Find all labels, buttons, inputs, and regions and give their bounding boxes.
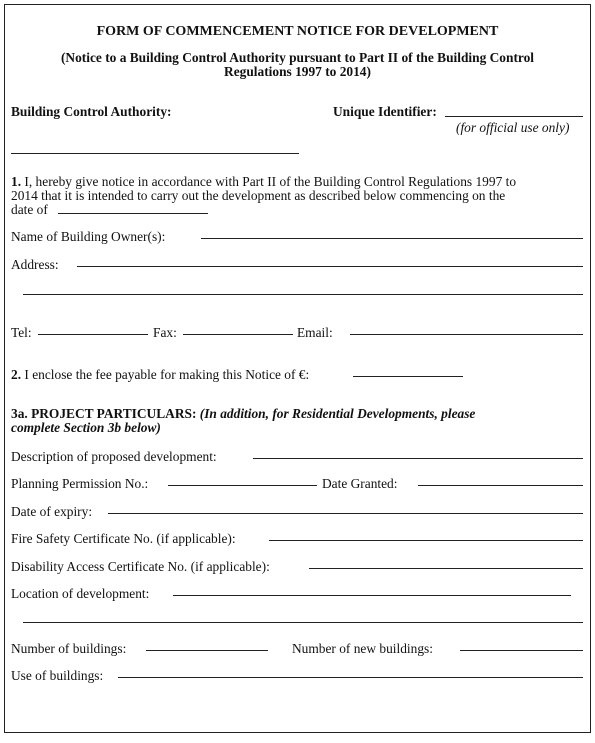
expiry-field[interactable] — [108, 513, 583, 514]
disability-field[interactable] — [309, 568, 583, 569]
section2-line — [11, 368, 309, 382]
uid-label: Unique Identifier: — [333, 104, 437, 119]
section3a-note-line2: complete Section 3b below) — [11, 420, 161, 435]
disability-label: Disability Access Certificate No. (if applicable): — [11, 559, 270, 574]
use-label: Use of buildings: — [11, 668, 104, 683]
form-subtitle-line2: Regulations 1997 to 2014) — [224, 64, 371, 79]
section3a-note: (In addition, for Residential Developments, please — [199, 406, 476, 421]
section1-number: 1. — [11, 174, 22, 189]
address-field-line1[interactable] — [77, 266, 583, 267]
form-title: FORM OF COMMENCEMENT NOTICE FOR DEVELOPMENT — [96, 24, 499, 39]
num-buildings-field[interactable] — [146, 650, 268, 651]
address-label: Address: — [11, 257, 59, 272]
planning-field[interactable] — [168, 485, 317, 486]
fee-field[interactable] — [353, 376, 463, 377]
tel-label: Tel: — [11, 325, 32, 340]
fire-label: Fire Safety Certificate No. (if applicable): — [11, 531, 236, 546]
uid-note: (for official use only) — [456, 120, 570, 135]
use-field[interactable] — [118, 677, 583, 678]
section1-line3: date of — [11, 202, 48, 217]
section1-line1 — [11, 175, 516, 189]
fire-field[interactable] — [269, 540, 583, 541]
uid-field[interactable] — [445, 116, 583, 117]
form-subtitle-line1: (Notice to a Building Control Authority pursuant to Part II of the Building Control — [60, 50, 535, 65]
date-granted-label: Date Granted: — [322, 476, 398, 491]
section1-text1: I, hereby give notice in accordance with Part II of the Building Control Regulations 1997 to — [24, 174, 517, 189]
owner-field[interactable] — [201, 238, 583, 239]
email-label: Email: — [297, 325, 333, 340]
bca-field[interactable] — [11, 153, 299, 154]
section3a-heading-line — [11, 407, 475, 421]
section2-text: I enclose the fee payable for making this Notice of €: — [24, 367, 310, 382]
description-label: Description of proposed development: — [11, 449, 217, 464]
owner-label: Name of Building Owner(s): — [11, 229, 166, 244]
bca-label: Building Control Authority: — [11, 104, 172, 119]
section2-number: 2. — [11, 367, 22, 382]
email-field[interactable] — [350, 334, 583, 335]
address-field-line2[interactable] — [23, 294, 583, 295]
num-new-buildings-field[interactable] — [460, 650, 583, 651]
expiry-label: Date of expiry: — [11, 504, 93, 519]
fax-field[interactable] — [183, 334, 293, 335]
location-field-line2[interactable] — [23, 622, 583, 623]
planning-label: Planning Permission No.: — [11, 476, 149, 491]
section1-line2: 2014 that it is intended to carry out the development as described below commencing on the — [11, 188, 506, 203]
tel-field[interactable] — [38, 334, 148, 335]
description-field[interactable] — [253, 458, 583, 459]
fax-label: Fax: — [153, 325, 177, 340]
commencement-notice-form — [4, 4, 591, 733]
section3a-heading: 3a. PROJECT PARTICULARS: — [11, 406, 197, 421]
date-granted-field[interactable] — [418, 485, 583, 486]
location-label: Location of development: — [11, 586, 150, 601]
commencement-date-field[interactable] — [58, 213, 208, 214]
num-new-buildings-label: Number of new buildings: — [292, 641, 433, 656]
num-buildings-label: Number of buildings: — [11, 641, 127, 656]
location-field-line1[interactable] — [173, 595, 571, 596]
